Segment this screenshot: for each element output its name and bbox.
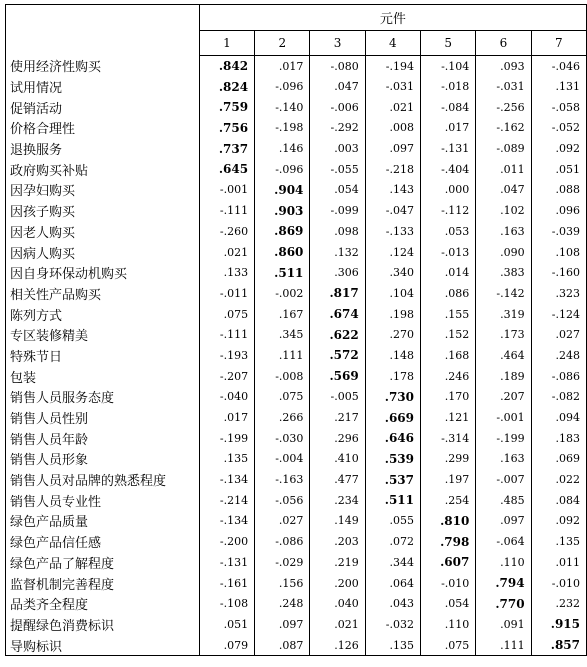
loading-cell: -.099 — [310, 200, 365, 221]
component-matrix-table — [5, 4, 587, 656]
loading-cell: -.111 — [219, 328, 249, 342]
loading-cell: -.199 — [219, 431, 249, 445]
loading-cell: .148 — [365, 345, 420, 366]
loading-cell: -.018 — [421, 76, 476, 97]
row-label: 包装 — [6, 366, 200, 387]
loading-cell: .410 — [310, 449, 365, 470]
loading-cell: .178 — [365, 366, 420, 387]
loading-cell: .084 — [531, 490, 586, 511]
loading-cell: -.404 — [421, 159, 476, 180]
loading-cell: .842 — [218, 59, 249, 74]
table-row — [6, 407, 587, 428]
loading-cell: .511 — [255, 262, 310, 283]
loading-cell: .248 — [531, 345, 586, 366]
row-label: 提醒绿色消费标识 — [6, 614, 200, 635]
loading-cell: .798 — [421, 531, 476, 552]
loading-cell: -.199 — [476, 428, 531, 449]
row-label: 相关性产品购买 — [6, 283, 200, 304]
loading-cell: -.001 — [476, 407, 531, 428]
component-header: 元件 — [199, 5, 586, 31]
loading-cell: .091 — [476, 614, 531, 635]
loading-cell: .075 — [223, 307, 249, 321]
loading-cell: -.040 — [219, 390, 249, 404]
loading-cell: .021 — [310, 614, 365, 635]
table-row — [6, 324, 587, 345]
loading-cell: -.031 — [476, 76, 531, 97]
loading-cell: -.030 — [255, 428, 310, 449]
loading-cell: -.010 — [531, 573, 586, 594]
loading-cell: -.193 — [219, 348, 249, 362]
loading-cell: .299 — [421, 449, 476, 470]
loading-cell: .093 — [476, 56, 531, 77]
loading-cell: -.029 — [255, 552, 310, 573]
table-row — [6, 221, 587, 242]
loading-cell: .017 — [223, 411, 249, 425]
loading-cell: .040 — [310, 593, 365, 614]
loading-cell: .097 — [365, 138, 420, 159]
loading-cell: .464 — [476, 345, 531, 366]
loading-cell: .090 — [476, 242, 531, 263]
loading-cell: .759 — [218, 100, 249, 115]
loading-cell: .011 — [476, 159, 531, 180]
loading-cell: .344 — [365, 552, 420, 573]
loading-cell: .306 — [310, 262, 365, 283]
loading-cell: .027 — [255, 511, 310, 532]
loading-cell: -.006 — [310, 97, 365, 118]
loading-cell: .143 — [365, 180, 420, 201]
loading-cell: -.292 — [310, 118, 365, 139]
loading-cell: -.011 — [219, 286, 249, 300]
row-label: 政府购买补贴 — [6, 159, 200, 180]
loading-cell: -.163 — [255, 469, 310, 490]
loading-cell: .904 — [255, 180, 310, 201]
loading-cell: -.005 — [310, 387, 365, 408]
row-label: 绿色产品了解程度 — [6, 552, 200, 573]
column-header-5: 5 — [421, 31, 476, 56]
row-label: 因自身环保动机购买 — [6, 262, 200, 283]
loading-cell: -.013 — [421, 242, 476, 263]
loading-cell: .173 — [476, 324, 531, 345]
loading-cell: .079 — [223, 638, 249, 652]
loading-cell: -.140 — [255, 97, 310, 118]
table-row — [6, 593, 587, 614]
loading-cell: .203 — [310, 531, 365, 552]
loading-cell: .043 — [365, 593, 420, 614]
loading-cell: .111 — [255, 345, 310, 366]
loading-cell: .110 — [421, 614, 476, 635]
table-row — [6, 531, 587, 552]
row-label: 因老人购买 — [6, 221, 200, 242]
table-row — [6, 552, 587, 573]
loading-cell: -.161 — [219, 576, 249, 590]
loading-cell: -.198 — [255, 118, 310, 139]
loading-cell: .108 — [531, 242, 586, 263]
loading-cell: -.084 — [421, 97, 476, 118]
loading-cell: .207 — [476, 387, 531, 408]
loading-cell: .053 — [421, 221, 476, 242]
loading-cell: .086 — [421, 283, 476, 304]
loading-cell: -.111 — [219, 204, 249, 218]
table-row — [6, 118, 587, 139]
loading-cell: -.004 — [255, 449, 310, 470]
loading-cell: .345 — [255, 324, 310, 345]
loading-cell: .383 — [476, 262, 531, 283]
loading-cell: .055 — [365, 511, 420, 532]
loading-cell: .104 — [365, 283, 420, 304]
loading-cell: -.200 — [219, 535, 249, 549]
row-label: 销售人员对品牌的熟悉程度 — [6, 469, 200, 490]
corner-cell — [6, 5, 200, 56]
loading-cell: -.207 — [219, 369, 249, 383]
row-label: 监督机制完善程度 — [6, 573, 200, 594]
column-header-2: 2 — [255, 31, 310, 56]
row-label: 导购标识 — [6, 635, 200, 656]
loading-cell: .810 — [421, 511, 476, 532]
loading-cell: .131 — [531, 76, 586, 97]
row-label: 销售人员性别 — [6, 407, 200, 428]
loading-cell: .794 — [476, 573, 531, 594]
loading-cell: -.131 — [219, 555, 249, 569]
row-label: 品类齐全程度 — [6, 593, 200, 614]
table-row — [6, 138, 587, 159]
loading-cell: .008 — [365, 118, 420, 139]
loading-cell: .017 — [421, 118, 476, 139]
loading-cell: .319 — [476, 304, 531, 325]
loading-cell: -.047 — [365, 200, 420, 221]
loading-cell: .047 — [310, 76, 365, 97]
loading-cell: -.218 — [365, 159, 420, 180]
row-label: 使用经济性购买 — [6, 56, 200, 77]
table-row — [6, 573, 587, 594]
loading-cell: -.214 — [219, 493, 249, 507]
loading-cell: -.314 — [421, 428, 476, 449]
table-row — [6, 469, 587, 490]
table-row — [6, 614, 587, 635]
table-row — [6, 345, 587, 366]
loading-cell: .087 — [255, 635, 310, 656]
loading-cell: .323 — [531, 283, 586, 304]
loading-cell: -.052 — [531, 118, 586, 139]
loading-cell: .156 — [255, 573, 310, 594]
loading-cell: .097 — [476, 511, 531, 532]
row-label: 因孩子购买 — [6, 200, 200, 221]
loading-cell: -.007 — [476, 469, 531, 490]
loading-cell: .674 — [310, 304, 365, 325]
loading-cell: -.112 — [421, 200, 476, 221]
loading-cell: .051 — [223, 617, 249, 631]
loading-cell: .075 — [421, 635, 476, 656]
loading-cell: .021 — [365, 97, 420, 118]
loading-cell: .075 — [255, 387, 310, 408]
loading-cell: .915 — [531, 614, 586, 635]
row-label: 销售人员形象 — [6, 449, 200, 470]
loading-cell: -.162 — [476, 118, 531, 139]
loading-cell: .539 — [365, 449, 420, 470]
row-label: 绿色产品质量 — [6, 511, 200, 532]
loading-cell: .254 — [421, 490, 476, 511]
loading-cell: .485 — [476, 490, 531, 511]
table-row — [6, 387, 587, 408]
loading-cell: -.046 — [531, 56, 586, 77]
table-row — [6, 490, 587, 511]
table-row — [6, 56, 587, 77]
loading-cell: .051 — [531, 159, 586, 180]
loading-cell: .155 — [421, 304, 476, 325]
loading-cell: -.055 — [310, 159, 365, 180]
column-header-1: 1 — [199, 31, 254, 56]
table-row — [6, 242, 587, 263]
loading-cell: .622 — [310, 324, 365, 345]
loading-cell: .135 — [531, 531, 586, 552]
table-row — [6, 159, 587, 180]
table-row — [6, 180, 587, 201]
loading-cell: .266 — [255, 407, 310, 428]
loading-cell: -.039 — [531, 221, 586, 242]
loading-cell: .011 — [531, 552, 586, 573]
loading-cell: .064 — [365, 573, 420, 594]
loading-cell: .132 — [310, 242, 365, 263]
row-label: 试用情况 — [6, 76, 200, 97]
row-label: 销售人员年龄 — [6, 428, 200, 449]
loading-cell: -.082 — [531, 387, 586, 408]
loading-cell: .149 — [310, 511, 365, 532]
loading-cell: -.096 — [255, 159, 310, 180]
loading-cell: -.133 — [365, 221, 420, 242]
table-row — [6, 304, 587, 325]
loading-cell: .163 — [476, 221, 531, 242]
loading-cell: .903 — [255, 200, 310, 221]
column-header-6: 6 — [476, 31, 531, 56]
loading-cell: .569 — [310, 366, 365, 387]
loading-cell: -.104 — [421, 56, 476, 77]
loading-cell: .088 — [531, 180, 586, 201]
loading-cell: .737 — [218, 141, 249, 156]
loading-cell: -.096 — [255, 76, 310, 97]
loading-cell: .857 — [531, 635, 586, 656]
loading-cell: .572 — [310, 345, 365, 366]
row-label: 退换服务 — [6, 138, 200, 159]
loading-cell: -.134 — [219, 514, 249, 528]
loading-cell: .770 — [476, 593, 531, 614]
loading-cell: .189 — [476, 366, 531, 387]
loading-cell: .017 — [255, 56, 310, 77]
table-row — [6, 635, 587, 656]
loading-cell: .168 — [421, 345, 476, 366]
row-label: 绿色产品信任感 — [6, 531, 200, 552]
loading-cell: .198 — [365, 304, 420, 325]
component-matrix — [5, 4, 587, 656]
loading-cell: .183 — [531, 428, 586, 449]
loading-cell: .860 — [255, 242, 310, 263]
loading-cell: -.002 — [255, 283, 310, 304]
loading-cell: .477 — [310, 469, 365, 490]
loading-cell: -.089 — [476, 138, 531, 159]
loading-cell: .200 — [310, 573, 365, 594]
row-label: 销售人员服务态度 — [6, 387, 200, 408]
loading-cell: .248 — [255, 593, 310, 614]
loading-cell: -.080 — [310, 56, 365, 77]
table-row — [6, 449, 587, 470]
row-label: 销售人员专业性 — [6, 490, 200, 511]
loading-cell: .047 — [476, 180, 531, 201]
loading-cell: -.032 — [365, 614, 420, 635]
loading-cell: -.260 — [219, 224, 249, 238]
row-label: 特殊节日 — [6, 345, 200, 366]
loading-cell: .646 — [365, 428, 420, 449]
loading-cell: .669 — [365, 407, 420, 428]
loading-cell: .133 — [223, 266, 249, 280]
loading-cell: -.086 — [255, 531, 310, 552]
loading-cell: -.131 — [421, 138, 476, 159]
loading-cell: -.160 — [531, 262, 586, 283]
loading-cell: .197 — [421, 469, 476, 490]
loading-cell: -.031 — [365, 76, 420, 97]
table-row — [6, 283, 587, 304]
loading-cell: .135 — [365, 635, 420, 656]
loading-cell: .092 — [531, 511, 586, 532]
loading-cell: .152 — [421, 324, 476, 345]
table-row — [6, 262, 587, 283]
loading-cell: .110 — [476, 552, 531, 573]
column-header-4: 4 — [365, 31, 420, 56]
loading-cell: -.124 — [531, 304, 586, 325]
loading-cell: .537 — [365, 469, 420, 490]
row-label: 因病人购买 — [6, 242, 200, 263]
loading-cell: -.108 — [219, 597, 249, 611]
loading-cell: .096 — [531, 200, 586, 221]
loading-cell: -.256 — [476, 97, 531, 118]
table-row — [6, 97, 587, 118]
loading-cell: .146 — [255, 138, 310, 159]
loading-cell: .756 — [218, 120, 249, 135]
loading-cell: .234 — [310, 490, 365, 511]
loading-cell: .135 — [223, 452, 249, 466]
loading-cell: -.142 — [476, 283, 531, 304]
row-label: 专区装修精美 — [6, 324, 200, 345]
loading-cell: .296 — [310, 428, 365, 449]
loading-cell: .270 — [365, 324, 420, 345]
column-header-3: 3 — [310, 31, 365, 56]
loading-cell: .645 — [218, 162, 249, 177]
loading-cell: .217 — [310, 407, 365, 428]
table-row — [6, 366, 587, 387]
loading-cell: .092 — [531, 138, 586, 159]
loading-cell: .003 — [310, 138, 365, 159]
loading-cell: .027 — [531, 324, 586, 345]
table-row — [6, 428, 587, 449]
loading-cell: .022 — [531, 469, 586, 490]
loading-cell: .014 — [421, 262, 476, 283]
table-row — [6, 511, 587, 532]
loading-cell: .102 — [476, 200, 531, 221]
loading-cell: -.001 — [219, 183, 249, 197]
loading-cell: -.058 — [531, 97, 586, 118]
loading-cell: -.194 — [365, 56, 420, 77]
loading-cell: .511 — [365, 490, 420, 511]
loading-cell: .163 — [476, 449, 531, 470]
loading-cell: .069 — [531, 449, 586, 470]
loading-cell: .219 — [310, 552, 365, 573]
loading-cell: -.056 — [255, 490, 310, 511]
loading-cell: .000 — [421, 180, 476, 201]
loading-cell: -.010 — [421, 573, 476, 594]
loading-cell: .124 — [365, 242, 420, 263]
row-label: 促销活动 — [6, 97, 200, 118]
loading-cell: .869 — [255, 221, 310, 242]
loading-cell: -.134 — [219, 473, 249, 487]
loading-cell: .097 — [255, 614, 310, 635]
loading-cell: .607 — [421, 552, 476, 573]
loading-cell: .126 — [310, 635, 365, 656]
loading-cell: .121 — [421, 407, 476, 428]
loading-cell: .730 — [365, 387, 420, 408]
loading-cell: -.008 — [255, 366, 310, 387]
row-label: 因孕妇购买 — [6, 180, 200, 201]
loading-cell: .232 — [531, 593, 586, 614]
loading-cell: -.064 — [476, 531, 531, 552]
column-header-7: 7 — [531, 31, 586, 56]
loading-cell: .054 — [421, 593, 476, 614]
loading-cell: .094 — [531, 407, 586, 428]
loading-cell: .170 — [421, 387, 476, 408]
loading-cell: .072 — [365, 531, 420, 552]
table-row — [6, 200, 587, 221]
loading-cell: .340 — [365, 262, 420, 283]
loading-cell: .246 — [421, 366, 476, 387]
loading-cell: .111 — [476, 635, 531, 656]
loading-cell: .824 — [218, 79, 249, 94]
table-row — [6, 76, 587, 97]
loading-cell: -.086 — [531, 366, 586, 387]
loading-cell: .054 — [310, 180, 365, 201]
loading-cell: .021 — [223, 245, 249, 259]
loading-cell: .817 — [310, 283, 365, 304]
row-label: 陈列方式 — [6, 304, 200, 325]
loading-cell: .167 — [255, 304, 310, 325]
row-label: 价格合理性 — [6, 118, 200, 139]
loading-cell: .098 — [310, 221, 365, 242]
